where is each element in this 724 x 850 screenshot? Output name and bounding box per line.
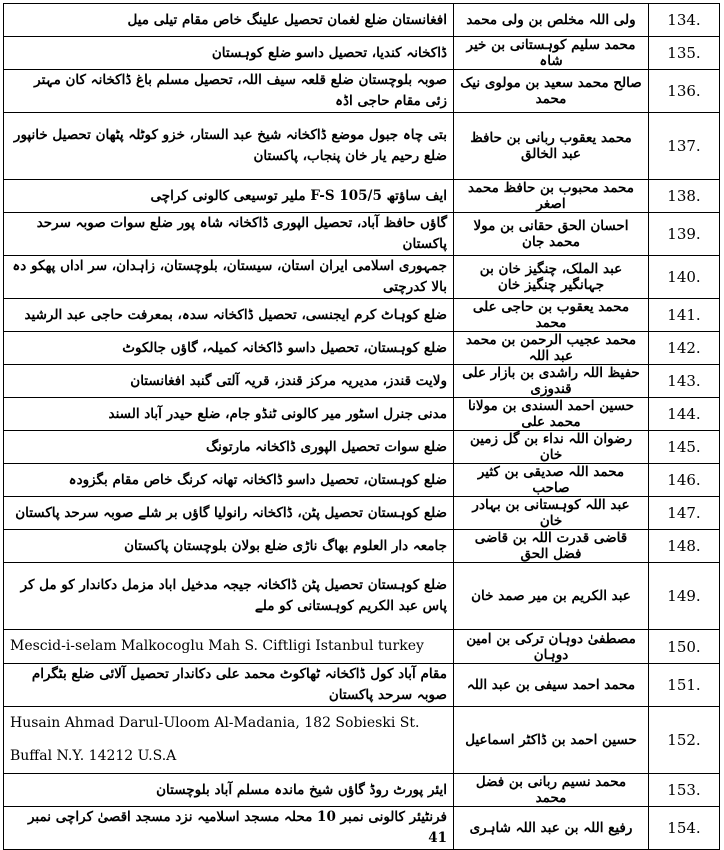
serial-number-cell: 144. [649, 398, 720, 431]
name-cell: عبد اللہ کوہستانی بن بہادر خان [454, 497, 649, 530]
table-row [4, 707, 720, 774]
address-cell: مدنی جنرل اسٹور میر کالونی ٹنڈو جام، ضلع حیدر آباد السند [4, 398, 454, 431]
table-row [4, 807, 720, 850]
name-cell: صالح محمد سعید بن مولوی نیک محمد [454, 70, 649, 113]
table-row [4, 497, 720, 530]
table-row [4, 256, 720, 299]
serial-number-cell: 139. [649, 213, 720, 256]
serial-number-cell: 149. [649, 563, 720, 630]
address-list-table [3, 3, 720, 850]
name-cell: محمد اللہ صدیقی بن کثیر صاحب [454, 464, 649, 497]
address-cell: ڈاکخانہ کندیا، تحصیل داسو ضلع کوہستان [4, 37, 454, 70]
serial-number-cell: 137. [649, 113, 720, 180]
serial-number-cell: 143. [649, 365, 720, 398]
table-row [4, 213, 720, 256]
serial-number-cell: 140. [649, 256, 720, 299]
serial-number-cell: 148. [649, 530, 720, 563]
serial-number-cell: 134. [649, 4, 720, 37]
serial-number-cell: 151. [649, 664, 720, 707]
address-cell: ضلع کوہستان، تحصیل داسو ڈاکخانہ کمیلہ، گاؤں جالکوٹ [4, 332, 454, 365]
name-cell: مصطفیٰ دوہان ترکی بن امین دوہان [454, 630, 649, 664]
table-row [4, 113, 720, 180]
serial-number-cell: 145. [649, 431, 720, 464]
serial-number-cell: 153. [649, 774, 720, 807]
table-row [4, 180, 720, 213]
name-cell: رفیع اللہ بن عبد اللہ شاہری [454, 807, 649, 850]
table-row [4, 664, 720, 707]
name-cell: محمد احمد سیفی بن عبد اللہ [454, 664, 649, 707]
address-cell: ایف ساؤتھ 105/5 F-S ملیر توسیعی کالونی کراچی [4, 180, 454, 213]
name-cell: عبد الملک، چنگیز خان بن جہانگیر چنگیز خان [454, 256, 649, 299]
serial-number-cell: 146. [649, 464, 720, 497]
serial-number-cell: 138. [649, 180, 720, 213]
address-cell: ضلع کوہاٹ کرم ایجنسی، تحصیل ڈاکخانہ سدہ، بمعرفت حاجی عبد الرشید [4, 299, 454, 332]
table-row [4, 464, 720, 497]
name-cell: محمد نسیم ربانی بن فضل محمد [454, 774, 649, 807]
serial-number-cell: 136. [649, 70, 720, 113]
name-cell: محمد یعقوب ربانی بن حافظ عبد الخالق [454, 113, 649, 180]
address-cell: ضلع سوات تحصیل الپوری ڈاکخانہ مارتونگ [4, 431, 454, 464]
table-row [4, 630, 720, 664]
address-cell: Husain Ahmad Darul-Uloom Al-Madania, 182 Sobieski St. Buffal N.Y. 14212 U.S.A [4, 707, 454, 774]
name-cell: حسین احمد بن ڈاکٹر اسماعیل [454, 707, 649, 774]
serial-number-cell: 141. [649, 299, 720, 332]
address-cell: بتی چاہ جبول موضع ڈاکخانہ شیخ عبد الستار، خزو کوٹلہ پٹھان تحصیل خانپور ضلع رحیم یار خان پنجاب، پاکستان [4, 113, 454, 180]
name-cell: احسان الحق حقانی بن مولا محمد جان [454, 213, 649, 256]
name-cell: رضوان اللہ نداء بن گل زمین خان [454, 431, 649, 464]
serial-number-cell: 135. [649, 37, 720, 70]
table-row [4, 431, 720, 464]
address-cell: فرنٹیئر کالونی نمبر 10 محلہ مسجد اسلامیہ نزد مسجد اقصیٰ کراچی نمبر 41 [4, 807, 454, 850]
table-body [4, 4, 720, 850]
serial-number-cell: 142. [649, 332, 720, 365]
name-cell: ولی اللہ مخلص بن ولی محمد [454, 4, 649, 37]
name-cell: حسین احمد السندی بن مولانا محمد علی [454, 398, 649, 431]
address-cell: افغانستان ضلع لغمان تحصیل علینگ خاص مقام تیلی میل [4, 4, 454, 37]
address-cell: ضلع کوہستان، تحصیل داسو ڈاکخانہ تھانہ کرنگ خاص مقام بگزودہ [4, 464, 454, 497]
address-cell: ضلع کوہستان تحصیل پٹن ڈاکخانہ جیجہ مدخیل اباد مزمل دکاندار کو مل کر پاس عبد الکریم کوہستانی کو ملے [4, 563, 454, 630]
address-cell: ولایت قندز، مدیریہ مرکز قندز، قریہ آلتی گنبد افغانستان [4, 365, 454, 398]
serial-number-cell: 150. [649, 630, 720, 664]
address-cell: ضلع کوہستان تحصیل پٹن، ڈاکخانہ رانولیا گاؤں بر شلے صوبہ سرحد پاکستان [4, 497, 454, 530]
table-row [4, 4, 720, 37]
table-row [4, 299, 720, 332]
serial-number-cell: 147. [649, 497, 720, 530]
address-cell: جامعہ دار العلوم بھاگ ناڑی ضلع بولان بلوچستان پاکستان [4, 530, 454, 563]
name-cell: محمد محبوب بن حافظ محمد اصغر [454, 180, 649, 213]
name-cell: محمد یعقوب بن حاجی علی محمد [454, 299, 649, 332]
table-row [4, 530, 720, 563]
table-row [4, 774, 720, 807]
address-cell: جمہوری اسلامی ایران استان، سیستان، بلوچستان، زاہدان، سر اداں پھکو دہ بالا کدرچتی [4, 256, 454, 299]
name-cell: قاضی قدرت اللہ بن قاضی فضل الحق [454, 530, 649, 563]
table-row [4, 365, 720, 398]
table-row [4, 70, 720, 113]
address-cell: ایئر پورٹ روڈ گاؤں شیخ ماندہ مسلم آباد بلوچستان [4, 774, 454, 807]
serial-number-cell: 154. [649, 807, 720, 850]
name-cell: محمد سلیم کوہستانی بن خیر شاہ [454, 37, 649, 70]
name-cell: محمد عجیب الرحمن بن محمد عبد اللہ [454, 332, 649, 365]
table-row [4, 563, 720, 630]
name-cell: عبد الکریم بن میر صمد خان [454, 563, 649, 630]
address-cell: گاؤں حافظ آباد، تحصیل الپوری ڈاکخانہ شاہ پور ضلع سوات صوبہ سرحد پاکستان [4, 213, 454, 256]
address-cell: صوبہ بلوچستان ضلع قلعہ سیف اللہ، تحصیل مسلم باغ ڈاکخانہ کان مہتر زئی مقام حاجی اڈہ [4, 70, 454, 113]
table-row [4, 398, 720, 431]
name-cell: حفیظ اللہ راشدی بن بازار علی قندوزی [454, 365, 649, 398]
address-cell: مقام آباد کول ڈاکخانہ ٹھاکوٹ محمد علی دکاندار تحصیل آلائی ضلع بٹگرام صوبہ سرحد پاکستان [4, 664, 454, 707]
table-row [4, 332, 720, 365]
table-row [4, 37, 720, 70]
serial-number-cell: 152. [649, 707, 720, 774]
address-cell: Mescid-i-selam Malkocoglu Mah S. Ciftligi Istanbul turkey [4, 630, 454, 664]
